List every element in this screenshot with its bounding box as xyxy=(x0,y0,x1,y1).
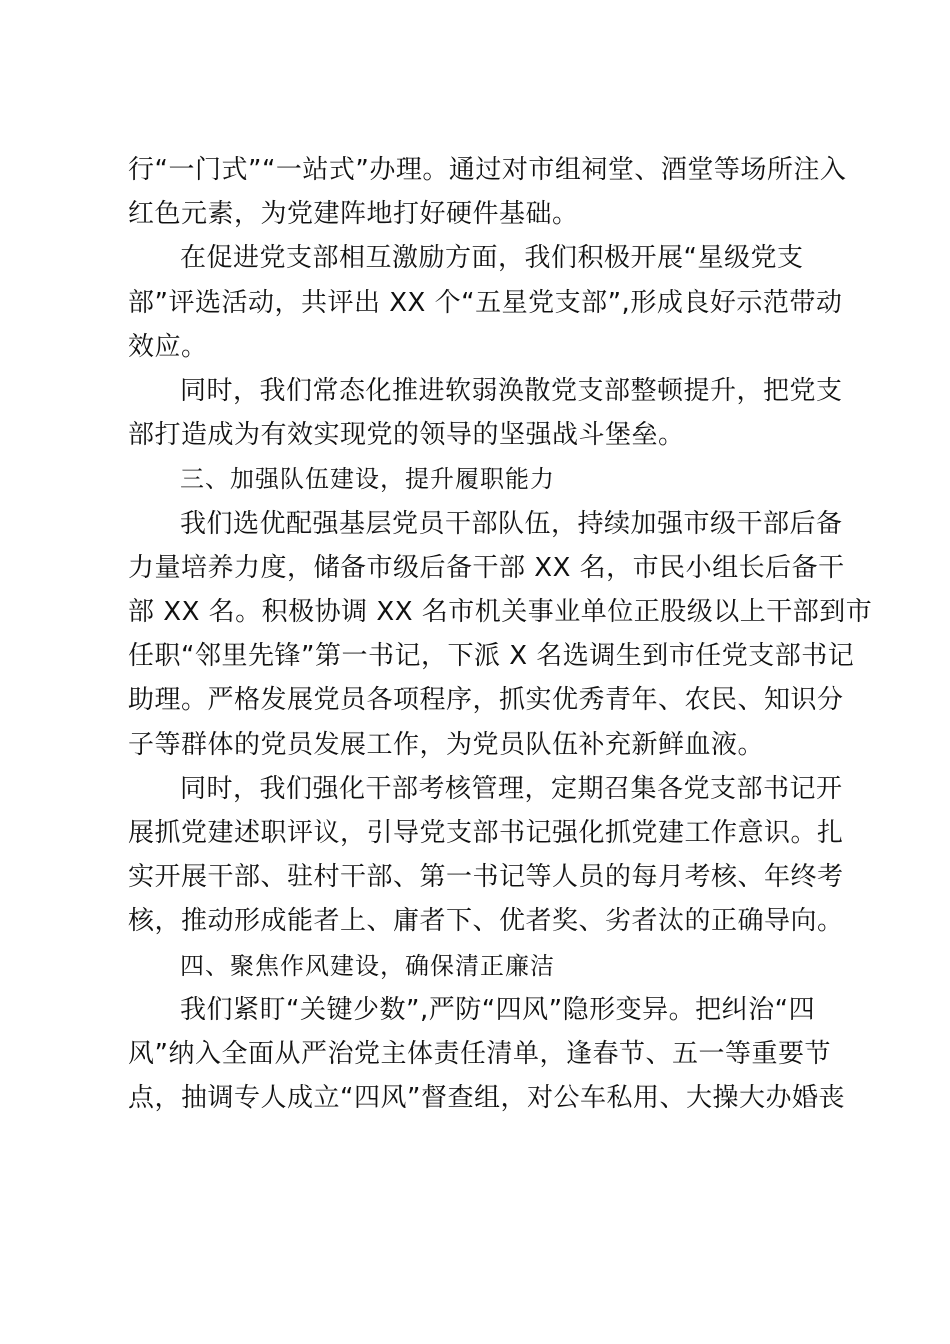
paragraph-team-building xyxy=(128,502,873,767)
heading-text: 三、加强队伍建设，提升履职能力 xyxy=(180,465,555,494)
paragraph-rectification xyxy=(128,369,843,457)
section-heading xyxy=(128,457,828,501)
paragraph-star-branch xyxy=(128,236,843,369)
paragraph-work-style xyxy=(128,988,845,1121)
paragraph-continuation xyxy=(128,148,847,236)
text-line: 实开展干部、驻村干部、第一书记等人员的每月考核、年终考 xyxy=(128,862,844,893)
text-line: 核，推动形成能者上、庸者下、优者奖、劣者汰的正确导向。 xyxy=(128,906,844,937)
text-line: 效应。 xyxy=(128,331,208,362)
text-line: 我们选优配强基层党员干部队伍，持续加强市级干部后备 xyxy=(180,508,843,539)
text-line: 任职“邻里先锋”第一书记，下派 X 名选调生到市任党支部书记 xyxy=(128,641,855,672)
text-line: 我们紧盯“关键少数”,严防“四风”隐形变异。把纠治“四 xyxy=(180,994,816,1025)
text-line: 部”评选活动，共评出 XX 个“五星党支部”,形成良好示范带动 xyxy=(128,287,843,318)
text-line: 助理。严格发展党员各项程序，抓实优秀青年、农民、知识分 xyxy=(128,685,844,716)
text-line: 行“一门式”“一站式”办理。通过对市组祠堂、酒堂等场所注入 xyxy=(128,155,847,185)
text-line: 同时，我们强化干部考核管理，定期召集各党支部书记开 xyxy=(180,773,843,804)
text-line: 同时，我们常态化推进软弱涣散党支部整顿提升，把党支 xyxy=(180,376,843,407)
text-line: 风”纳入全面从严治党主体责任清单，逢春节、五一等重要节 xyxy=(128,1039,831,1070)
text-line: 力量培养力度，储备市级后备干部 XX 名，市民小组长后备干 xyxy=(128,552,845,583)
text-line: 展抓党建述职评议，引导党支部书记强化抓党建工作意识。扎 xyxy=(128,818,844,849)
text-line: 部 XX 名。积极协调 XX 名市机关事业单位正股级以上干部到市 xyxy=(128,597,873,628)
text-line: 子等群体的党员发展工作，为党员队伍补充新鲜血液。 xyxy=(128,729,765,760)
text-line: 在促进党支部相互激励方面，我们积极开展“星级党支 xyxy=(180,243,804,274)
heading-text: 四、聚焦作风建设，确保清正廉洁 xyxy=(180,951,555,980)
text-line: 部打造成为有效实现党的领导的坚强战斗堡垒。 xyxy=(128,420,685,451)
document-page xyxy=(128,148,873,1120)
text-line: 点，抽调专人成立“四风”督查组，对公车私用、大操大办婚丧 xyxy=(128,1083,845,1114)
section-heading xyxy=(128,944,828,988)
text-line: 红色元素，为党建阵地打好硬件基础。 xyxy=(128,199,579,230)
paragraph-assessment xyxy=(128,767,844,944)
